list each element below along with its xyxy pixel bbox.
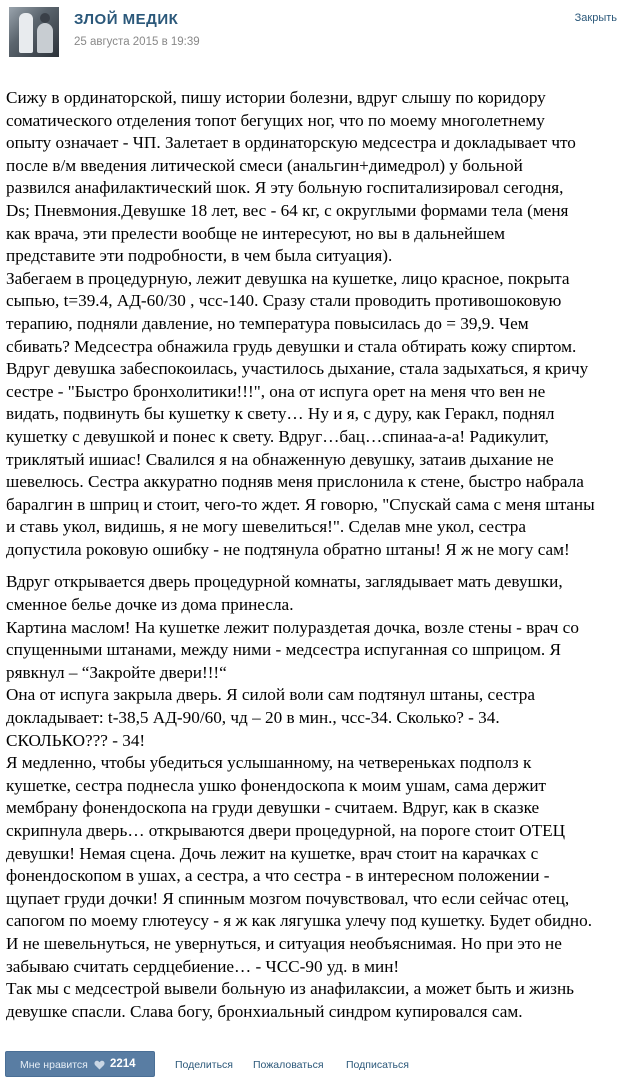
like-label: Мне нравится <box>20 1059 88 1071</box>
subscribe-link[interactable]: Подписаться <box>346 1059 409 1071</box>
like-button[interactable] <box>5 1051 155 1077</box>
post-paragraph-2: Вдруг открывается дверь процедурной комнаты, заглядывает мать девушки, сменное белье дочке из дома принесла. Картина маслом! На кушетке лежит полураздетая дочка, возле стены - врач со спущенными штанами, между ними - медсестра испуганная со шприцом. Я рявкнул – “Закройте двери!!!“ Она от испуга закрыла дверь. Я силой воли сам подтянул штаны, сестра докладывает: t-38,5 АД-90/60, чд – 20 в мин., чсс-34. Сколько? - 34. СКОЛЬКО??? - 34! Я медленно, чтобы убедиться услышанному, на четвереньках подполз к кушетке, сестра поднесла ушко фонендоскопа к моим ушам, сама держит мембрану фонендоскопа на груди девушки - считаем. Вдруг, как в сказке скрипнула дверь… открываются двери процедурной, на пороге стоит ОТЕЦ девушки! Немая сцена. Дочь лежит на кушетке, врач стоит на карачках с фонендоскопом в ушах, а сестра, а что сестра - в интересном положении - щупает груди дочки! Я спинным мозгом почувствовал, что если сейчас отец, сапогом по моему глютеусу - я ж как лягушка улечу под кушетку. Будет обидно. И не шевельнуться, не увернуться, и ситуация необъяснимая. Но при это не забываю считать сердцебиение… - ЧСС-90 уд. в мин! Так мы с медсестрой вывели больную из анафилаксии, а может быть и жизнь девушке спасли. Слава богу, бронхиальный синдром купировался сам. <box>6 572 592 1021</box>
avatar-figure-right <box>37 23 53 53</box>
like-count: 2214 <box>110 1058 136 1070</box>
post-footer <box>5 1050 617 1078</box>
heart-icon <box>94 1060 105 1070</box>
post-header <box>0 0 621 62</box>
share-link[interactable]: Поделиться <box>175 1059 233 1071</box>
author-name[interactable]: ЗЛОЙ МЕДИК <box>74 11 179 28</box>
post-paragraph-1: Сижу в ординаторской, пишу истории болезни, вдруг слышу по коридору соматического отделения топот бегущих ног, что по моему многолетнему опыту означает - ЧП. Залетает в ординаторскую медсестра и докладывает что после в/м введения литической смеси (анальгин+димедрол) у больной развился анафилактический шок. Я эту больную госпитализировал сегодня, Ds; Пневмония.Девушке 18 лет, вес - 64 кг, с округлыми формами тела (меня как врача, эти прелести вообще не интересуют, но вы в дальнейшем представите эти подробности, в чем была ситуация). Забегаем в процедурную, лежит девушка на кушетке, лицо красное, покрыта сыпью, t=39.4, АД-60/30 , чсс-140. Сразу стали проводить противошоковую терапию, подняли давление, но температура повысилась до = 39,9. Чем сбивать? Медсестра обнажила грудь девушки и стала обтирать кожу спиртом. Вдруг девушка забеспокоилась, участилось дыхание, стала задыхаться, я кричу сестре - "Быстро бронхолитики!!!", она от испуга орет на меня что вен не видать, подвинуть бы кушетку к свету… Ну и я, с дуру, как Геракл, поднял кушетку с девушкой и понес к свету. Вдруг…бац…спинаа-а-а! Радикулит, триклятый ишиас! Свалился я на обнаженную девушку, затаив дыхание не шевелюсь. Сестра аккуратно подняв меня прислонила к стене, быстро набрала баралгин в шприц и стоит, чего-то ждет. Я говорю, "Спускай сама с меня штаны и ставь укол, видишь, я не могу шевелиться!". Сделав мне укол, сестра допустила роковую ошибку - не подтянула обратно штаны! Я ж не могу сам! <box>6 88 595 559</box>
author-avatar[interactable] <box>9 7 59 57</box>
report-link[interactable]: Пожаловаться <box>253 1059 324 1071</box>
post-body <box>6 87 606 1023</box>
post-date[interactable]: 25 августа 2015 в 19:39 <box>74 36 200 48</box>
close-link[interactable]: Закрыть <box>574 12 617 24</box>
avatar-figure-head <box>40 13 50 23</box>
avatar-figure-left <box>19 13 33 53</box>
